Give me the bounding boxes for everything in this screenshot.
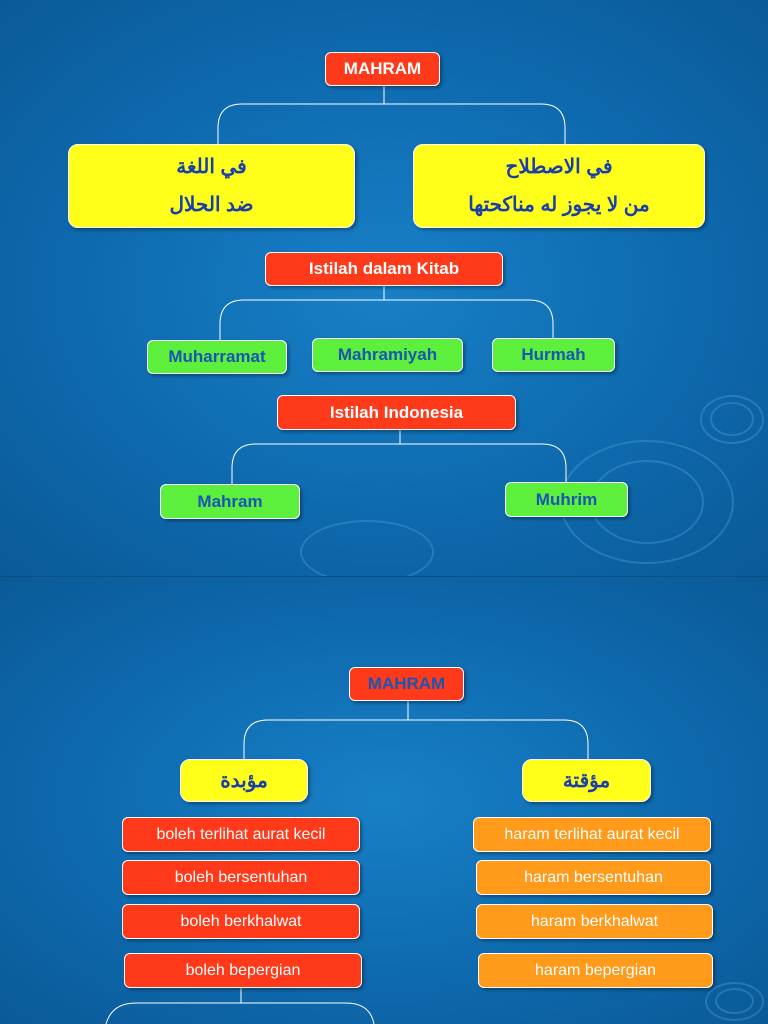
boleh-bepergian-box: boleh bepergian (124, 953, 362, 988)
mahram-root-box: MAHRAM (325, 52, 440, 86)
lughah-title: في اللغة (176, 156, 247, 178)
mahram-box: Mahram (160, 484, 300, 519)
boleh-bersentuhan-box: boleh bersentuhan (122, 860, 360, 895)
haram-berkhalwat-box: haram berkhalwat (476, 904, 713, 939)
istilah-definition: من لا يجوز له مناكحتها (468, 194, 650, 216)
lughah-definition: ضد الحلال (169, 194, 254, 216)
istilah-title: في الاصطلاح (505, 156, 613, 178)
istilah-box (413, 144, 705, 228)
muharramat-box: Muharramat (147, 340, 287, 374)
muaqqatah-box: مؤقتة (522, 759, 651, 802)
muhrim-box: Muhrim (505, 482, 628, 517)
hurmah-box: Hurmah (492, 338, 615, 372)
boleh-aurat-box: boleh terlihat aurat kecil (122, 817, 360, 852)
lughah-box (68, 144, 355, 228)
haram-bersentuhan-box: haram bersentuhan (476, 860, 711, 895)
boleh-berkhalwat-box: boleh berkhalwat (122, 904, 360, 939)
haram-aurat-box: haram terlihat aurat kecil (473, 817, 711, 852)
istilah-kitab-box: Istilah dalam Kitab (265, 252, 503, 286)
muabbadah-box: مؤبدة (180, 759, 308, 802)
haram-bepergian-box: haram bepergian (478, 953, 713, 988)
slide-2 (0, 577, 768, 1024)
mahram-root-box-2: MAHRAM (349, 667, 464, 701)
istilah-indonesia-box: Istilah Indonesia (277, 395, 516, 430)
mahramiyah-box: Mahramiyah (312, 338, 463, 372)
